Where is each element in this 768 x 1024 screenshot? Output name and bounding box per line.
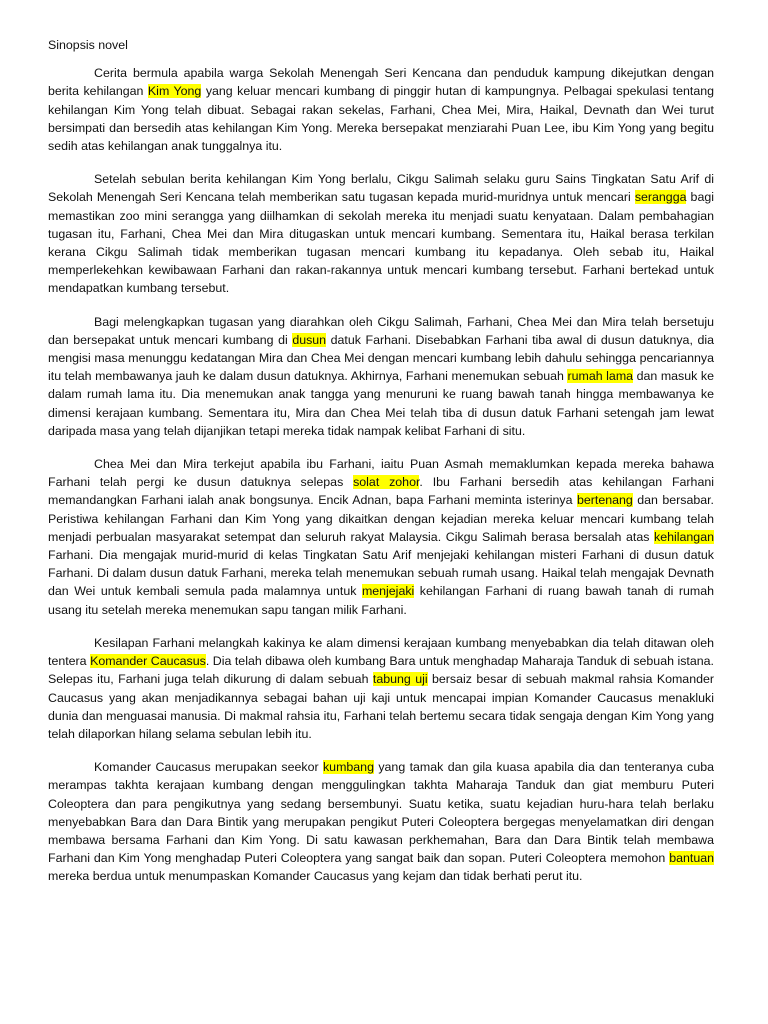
paragraph-text: Bagi melengkapkan tugasan yang diarahkan oleh Cikgu Salimah, Farhani, Chea Mei dan Mira telah bersetuju dan bersepakat untuk mencari kumbang di (48, 314, 714, 347)
highlighted-phrase: Komander Caucasus (90, 654, 206, 669)
highlighted-phrase: bantuan (669, 851, 714, 866)
paragraph-text: . Ibu Farhani bersedih atas kehilangan Farhani memandangkan Farhani ialah anak bongsunya. Encik Adnan, bapa Farhani meminta isterinya (48, 475, 714, 508)
paragraph-text: dan bersabar. Peristiwa kehilangan Farhani dan Kim Yong yang dikaitkan dengan kejadian mereka keluar mencari kumbang telah menjadi perbualan masyarakat setempat dan seluruh rakyat Malaysia. Cikgu Salimah berasa bersalah atas (48, 493, 714, 544)
paragraph-text: Kesilapan Farhani melangkah kakinya ke alam dimensi kerajaan kumbang menyebabkan dia telah ditawan oleh tentera (48, 635, 714, 669)
paragraph-text: bagi memastikan zoo mini serangga yang diilhamkan di sekolah mereka itu menjadi suatu kenyataan. Dalam pembahagian tugasan itu, Farhani, Chea Mei dan Mira ditugaskan untuk mencari kumbang. Sementara itu, Haikal berasa terkilan kerana Cikgu Salimah tidak memberikan tugasan mencari kumbang itu kepadanya. Oleh sebab itu, Haikal memperlekehkan kewibawaan Farhani dan rakan-rakannya untuk mencari kumbang tersebut. Farhani bertekad untuk mendapatkan kumbang tersebut. (48, 190, 714, 296)
paragraph-text: Setelah sebulan berita kehilangan Kim Yong berlalu, Cikgu Salimah selaku guru Sains Tingkatan Satu Arif di Sekolah Menengah Seri Kencana telah memberikan satu tugasan kepada murid-muridnya untuk mencari (48, 172, 714, 205)
paragraph-text: dan masuk ke dalam rumah lama itu. Dia menemukan anak tangga yang menuruni ke ruang bawah tanah hingga membawanya ke dimensi kerajaan kumbang. Sementara itu, Mira dan Chea Mei telah tiba di dusun datuk Farhani setengah jam lewat daripada masa yang telah dijanjikan tetapi mereka tidak nampak kelibat Farhani di situ. (48, 369, 714, 438)
highlighted-phrase: solat zohor (353, 475, 420, 490)
highlighted-phrase: dusun (292, 332, 327, 347)
highlighted-phrase: tabung uji (372, 672, 428, 687)
highlighted-phrase: rumah lama (567, 369, 634, 384)
paragraph-text: yang tamak dan gila kuasa apabila dia dan tenteranya cuba merampas takhta kerajaan kumbang dengan menggulingkan takhta Maharaja Tanduk dan giat memburu Puteri Coleoptera dan para pengikutnya yang sedang bersembunyi. Suatu ketika, suatu kejadian huru-hara telah berlaku menyebabkan Bara dan Dara Bintik yang merupakan pengikut Puteri Coleoptera bergegas menyelamatkan diri dengan membawa bersama Farhani dan Kim Yong. Di satu kawasan perkhemahan, Bara dan Dara Bintik telah membawa Farhani dan Kim Yong menghadap Puteri Coleoptera yang sangat baik dan sopan. Puteri Coleoptera memohon (48, 760, 715, 866)
paragraph-text: . Dia telah dibawa oleh kumbang Bara untuk menghadap Maharaja Tanduk di sebuah istana. Selepas itu, Farhani juga telah dikurung di dalam sebuah (48, 654, 714, 687)
highlighted-phrase: menjejaki (361, 584, 415, 599)
paragraph-text: Farhani. Dia mengajak murid-murid di kelas Tingkatan Satu Arif menjejaki kehilangan misteri Farhani di dusun datuk Farhani. Di dalam dusun datuk Farhani, mereka telah menemukan sebuah rumah usang. Haikal telah mengajak Devnath dan Wei untuk kembali semula pada malamnya untuk (48, 548, 714, 599)
paragraph-text: kehilangan Farhani di ruang bawah tanah di rumah usang itu setelah mereka menemukan sapu tangan milik Farhani. (48, 584, 715, 617)
highlighted-phrase: serangga (634, 190, 687, 205)
paragraph-2 (48, 170, 714, 297)
highlighted-phrase: bertenang (576, 493, 633, 508)
paragraph-text: bersaiz besar di sebuah makmal rahsia Komander Caucasus yang akan menjadikannya sebagai bahan uji kaji untuk mencapai impian Komander Caucasus menakluki dunia dan menguasai manusia. Di makmal rahsia itu, Farhani telah bertemu secara tidak sengaja dengan Kim Yong yang telah dilaporkan hilang selama sebulan lebih itu. (48, 672, 715, 741)
paragraph-6 (48, 758, 714, 885)
paragraph-1 (48, 64, 714, 155)
paragraph-text: Chea Mei dan Mira terkejut apabila ibu Farhani, iaitu Puan Asmah memaklumkan kepada mereka bahawa Farhani telah pergi ke dusun datuknya selepas (48, 457, 714, 490)
paragraph-5 (48, 634, 714, 743)
paragraph-text: Komander Caucasus merupakan seekor (94, 760, 323, 775)
document-title: Sinopsis novel (48, 38, 128, 52)
paragraph-text: datuk Farhani. Disebabkan Farhani tiba awal di dusun datuknya, dia mengisi masa menunggu kedatangan Mira dan Chea Mei dengan mencari kumbang lebih dahulu sehingga pencariannya itu telah membawanya jauh ke dalam dusun datuknya. Akhirnya, Farhani menemukan sebuah (48, 332, 714, 384)
highlighted-phrase: kumbang (322, 760, 374, 775)
highlighted-phrase: kehilangan (654, 529, 714, 544)
paragraph-4 (48, 455, 714, 619)
highlighted-phrase: Kim Yong (147, 84, 202, 99)
paragraph-3 (48, 313, 714, 440)
paragraph-text: mereka berdua untuk menumpaskan Komander Caucasus yang kejam dan tidak berhati perut itu. (48, 869, 583, 884)
synopsis-document (48, 36, 714, 901)
paragraph-text: yang keluar mencari kumbang di pinggir hutan di kampungnya. Pelbagai spekulasi tentang kehilangan Kim Yong telah dibuat. Sebagai rakan sekelas, Farhani, Chea Mei, Mira, Haikal, Devnath dan Wei turut bersimpati dan bersedih atas kehilangan Kim Yong. Mereka bersepakat menziarahi Puan Lee, ibu Kim Yong yang begitu sedih atas kehilangan anak tunggalnya itu. (48, 84, 714, 154)
paragraph-text: Cerita bermula apabila warga Sekolah Menengah Seri Kencana dan penduduk kampung dikejutkan dengan berita kehilangan (48, 66, 714, 99)
